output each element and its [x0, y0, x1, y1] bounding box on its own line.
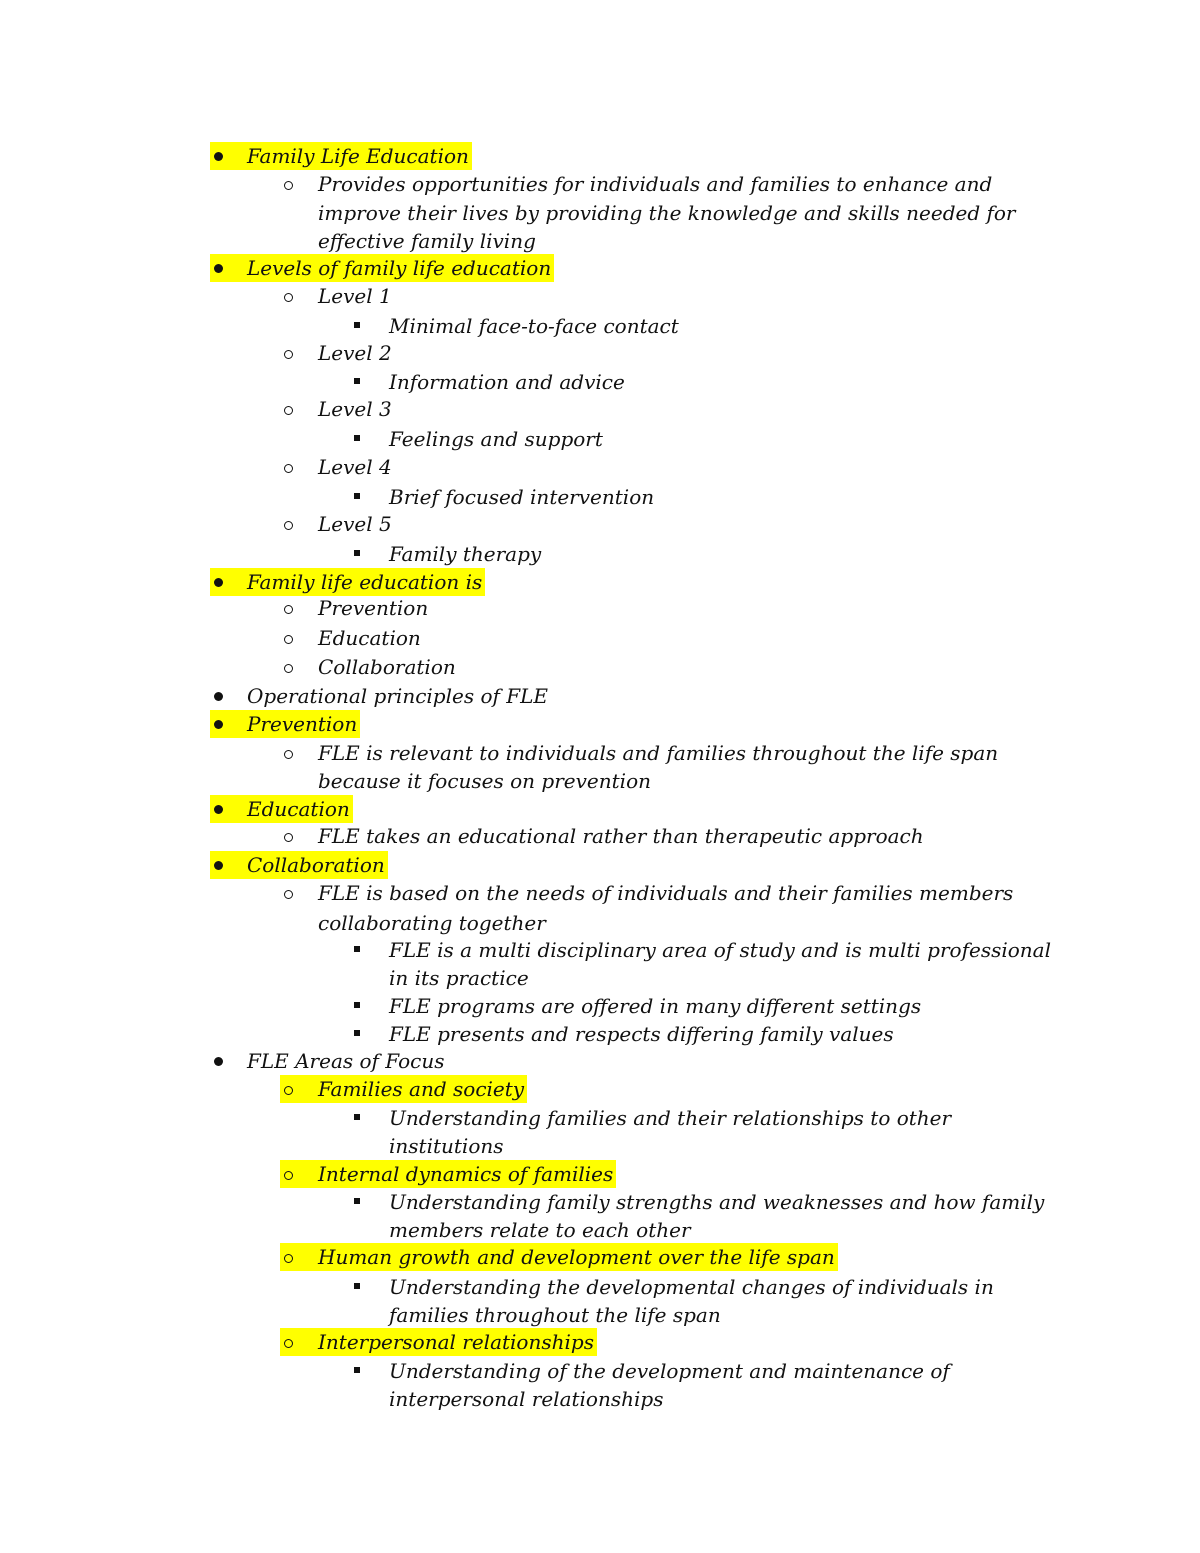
outline-line: Family Life Education — [247, 144, 469, 168]
outline-line: Education — [247, 797, 350, 821]
outline-line: Level 5 — [318, 512, 392, 536]
bullet-circle-icon — [284, 406, 293, 415]
outline-line: members relate to each other — [389, 1218, 691, 1242]
bullet-square-icon — [354, 946, 360, 952]
bullet-disc-icon — [214, 264, 223, 273]
bullet-circle-icon — [284, 464, 293, 473]
bullet-circle-icon — [284, 890, 293, 899]
outline-line: Level 1 — [318, 284, 392, 308]
outline-line: effective family living — [318, 229, 536, 253]
outline-line: FLE is relevant to individuals and families throughout the life span — [318, 741, 999, 765]
outline-line: Level 3 — [318, 397, 392, 421]
outline-line: families throughout the life span — [389, 1303, 721, 1327]
outline-line: interpersonal relationships — [389, 1387, 664, 1411]
bullet-circle-icon — [284, 1339, 293, 1348]
outline-line: Families and society — [318, 1077, 525, 1101]
outline-line: collaborating together — [318, 911, 546, 935]
outline-line: FLE is a multi disciplinary area of study and is multi professional — [389, 938, 1051, 962]
outline-line: Prevention — [247, 712, 358, 736]
bullet-circle-icon — [284, 635, 293, 644]
bullet-circle-icon — [284, 293, 293, 302]
bullet-circle-icon — [284, 833, 293, 842]
bullet-square-icon — [354, 1283, 360, 1289]
bullet-square-icon — [354, 1002, 360, 1008]
outline-line: Family therapy — [389, 542, 542, 566]
outline-line: Understanding of the development and maintenance of — [389, 1359, 950, 1383]
bullet-circle-icon — [284, 1254, 293, 1263]
bullet-square-icon — [354, 322, 360, 328]
bullet-disc-icon — [214, 861, 223, 870]
outline-line: Collaboration — [247, 853, 385, 877]
bullet-square-icon — [354, 1198, 360, 1204]
bullet-disc-icon — [214, 152, 223, 161]
bullet-circle-icon — [284, 521, 293, 530]
bullet-disc-icon — [214, 720, 223, 729]
outline-line: Level 4 — [318, 455, 392, 479]
bullet-circle-icon — [284, 350, 293, 359]
outline-line: Brief focused intervention — [389, 485, 655, 509]
bullet-circle-icon — [284, 750, 293, 759]
bullet-square-icon — [354, 378, 360, 384]
outline-line: Education — [318, 626, 421, 650]
outline-line: Minimal face-to-face contact — [389, 314, 679, 338]
outline-line: improve their lives by providing the knowledge and skills needed for — [318, 201, 1016, 225]
outline-line: Family life education is — [247, 570, 483, 594]
outline-line: Internal dynamics of families — [318, 1162, 614, 1186]
outline-line: Prevention — [318, 596, 429, 620]
bullet-circle-icon — [284, 1171, 293, 1180]
bullet-circle-icon — [284, 605, 293, 614]
bullet-disc-icon — [214, 692, 223, 701]
outline-line: Feelings and support — [389, 427, 603, 451]
outline-line: Levels of family life education — [247, 256, 552, 280]
bullet-square-icon — [354, 550, 360, 556]
bullet-square-icon — [354, 1367, 360, 1373]
outline-line: institutions — [389, 1134, 504, 1158]
outline-line: Operational principles of FLE — [247, 684, 549, 708]
bullet-square-icon — [354, 1030, 360, 1036]
outline-line: FLE is based on the needs of individuals and their families members — [318, 881, 1014, 905]
bullet-square-icon — [354, 493, 360, 499]
outline-line: FLE takes an educational rather than therapeutic approach — [318, 824, 924, 848]
bullet-square-icon — [354, 435, 360, 441]
outline-line: Information and advice — [389, 370, 625, 394]
outline-line: Interpersonal relationships — [318, 1330, 594, 1354]
bullet-circle-icon — [284, 664, 293, 673]
bullet-circle-icon — [284, 181, 293, 190]
outline-line: Collaboration — [318, 655, 456, 679]
outline-line: because it focuses on prevention — [318, 769, 651, 793]
bullet-disc-icon — [214, 1057, 223, 1066]
outline-line: FLE presents and respects differing family values — [389, 1022, 894, 1046]
outline-line: Understanding family strengths and weaknesses and how family — [389, 1190, 1045, 1214]
bullet-circle-icon — [284, 1086, 293, 1095]
bullet-disc-icon — [214, 805, 223, 814]
outline-line: FLE programs are offered in many different settings — [389, 994, 922, 1018]
bullet-square-icon — [354, 1114, 360, 1120]
outline-line: Human growth and development over the life span — [318, 1245, 835, 1269]
outline-line: FLE Areas of Focus — [247, 1049, 445, 1073]
outline-line: in its practice — [389, 966, 529, 990]
outline-line: Level 2 — [318, 341, 392, 365]
outline-line: Provides opportunities for individuals and families to enhance and — [318, 172, 993, 196]
outline-line: Understanding families and their relationships to other — [389, 1106, 952, 1130]
bullet-disc-icon — [214, 578, 223, 587]
outline-line: Understanding the developmental changes of individuals in — [389, 1275, 994, 1299]
